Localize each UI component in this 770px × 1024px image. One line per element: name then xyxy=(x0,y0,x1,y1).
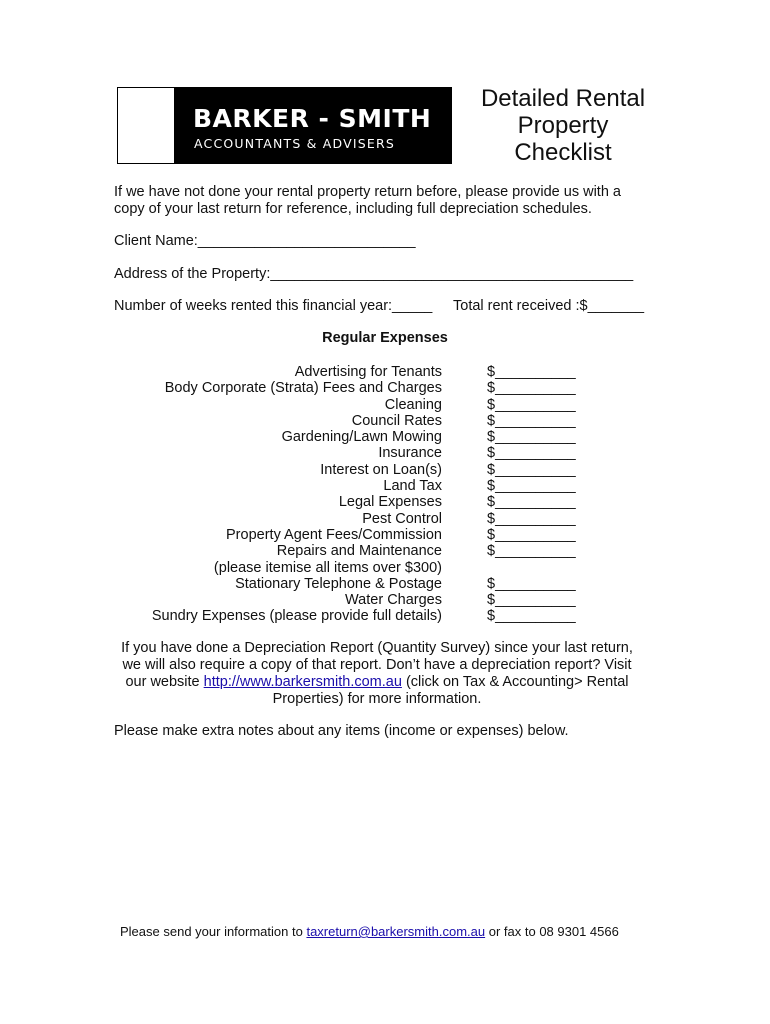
total-rent-field[interactable]: Total rent received :$_______ xyxy=(453,298,645,314)
expense-amount-field[interactable]: $__________ xyxy=(487,445,576,462)
expense-item-label: Body Corporate (Strata) Fees and Charges xyxy=(164,380,442,397)
expense-amount-field[interactable]: $__________ xyxy=(487,592,576,609)
intro-paragraph xyxy=(114,184,674,218)
expense-amount-field xyxy=(487,560,576,576)
expense-item-label: Gardening/Lawn Mowing xyxy=(281,429,442,446)
depreciation-line: If you have done a Depreciation Report (Quantity Survey) since your last return, xyxy=(121,640,633,656)
expense-item-label: (please itemise all items over $300) xyxy=(213,559,442,576)
expense-amount-field[interactable]: $__________ xyxy=(487,429,576,446)
expense-amount-field[interactable]: $__________ xyxy=(487,478,576,495)
expense-amount-field[interactable]: $__________ xyxy=(487,510,576,527)
regular-expenses-heading: Regular Expenses xyxy=(322,330,448,346)
weeks-rented-field[interactable]: Number of weeks rented this financial year:_____ xyxy=(114,298,433,314)
depreciation-line: we will also require a copy of that report. Don’t have a depreciation report? Visit xyxy=(122,657,632,673)
expense-amount-field[interactable]: $__________ xyxy=(487,380,576,397)
logo-panel xyxy=(174,87,452,164)
expense-amounts xyxy=(487,364,576,625)
footer-prefix: Please send your information to xyxy=(120,924,303,939)
expense-amount-field[interactable]: $__________ xyxy=(487,396,576,413)
expense-amount-field[interactable]: $__________ xyxy=(487,494,576,511)
expense-item-label: Land Tax xyxy=(383,478,442,495)
depreciation-paragraph xyxy=(114,640,640,708)
website-prefix: our website xyxy=(125,674,200,690)
expense-amount-field[interactable]: $__________ xyxy=(487,608,576,625)
depreciation-line xyxy=(114,674,640,691)
company-logo xyxy=(117,87,452,164)
footer-contact xyxy=(120,924,619,939)
expense-item-label: Sundry Expenses (please provide full details) xyxy=(151,608,442,625)
expense-item-label: Advertising for Tenants xyxy=(294,364,442,380)
expense-amount-field[interactable]: $__________ xyxy=(487,461,576,478)
intro-line: copy of your last return for reference, including full depreciation schedules. xyxy=(114,201,592,217)
expense-item-label: Council Rates xyxy=(351,412,442,429)
document-title xyxy=(468,85,658,166)
expense-item-label: Insurance xyxy=(378,445,442,462)
title-line: Property xyxy=(517,112,609,139)
expense-item-label: Property Agent Fees/Commission xyxy=(226,526,442,543)
property-address-field[interactable]: Address of the Property:_____________________________________________ xyxy=(114,266,634,282)
logo-tagline: ACCOUNTANTS & ADVISERS xyxy=(194,136,396,151)
notes-prompt: Please make extra notes about any items (income or expenses) below. xyxy=(114,723,569,739)
expense-labels xyxy=(152,364,442,625)
intro-line: If we have not done your rental property return before, please provide us with a xyxy=(114,184,621,200)
expense-amount-field[interactable]: $__________ xyxy=(487,412,576,429)
email-link[interactable]: taxreturn@barkersmith.com.au xyxy=(306,924,486,939)
logo-company-name: BARKER - SMITH xyxy=(193,104,432,133)
expense-amount-field[interactable]: $__________ xyxy=(487,526,576,543)
expense-item-label: Interest on Loan(s) xyxy=(320,461,442,478)
depreciation-line: Properties) for more information. xyxy=(272,691,482,707)
client-name-field[interactable]: Client Name:___________________________ xyxy=(114,233,416,249)
expense-item-label: Repairs and Maintenance xyxy=(276,543,442,560)
expense-amount-field[interactable]: $__________ xyxy=(487,543,576,560)
expense-amount-field[interactable]: $__________ xyxy=(487,575,576,592)
expense-item-label: Stationary Telephone & Postage xyxy=(235,575,442,592)
expense-item-label: Pest Control xyxy=(362,510,442,527)
website-suffix: (click on Tax & Accounting> Rental xyxy=(405,674,629,690)
footer-suffix: or fax to 08 9301 4566 xyxy=(488,924,619,939)
title-line: Detailed Rental xyxy=(480,85,646,112)
title-line: Checklist xyxy=(514,139,612,166)
expense-amount-field[interactable]: $__________ xyxy=(487,364,576,380)
expense-item-label: Cleaning xyxy=(384,396,442,413)
website-link[interactable]: http://www.barkersmith.com.au xyxy=(203,674,402,690)
expense-item-label: Legal Expenses xyxy=(338,494,442,511)
expense-item-label: Water Charges xyxy=(345,592,442,609)
